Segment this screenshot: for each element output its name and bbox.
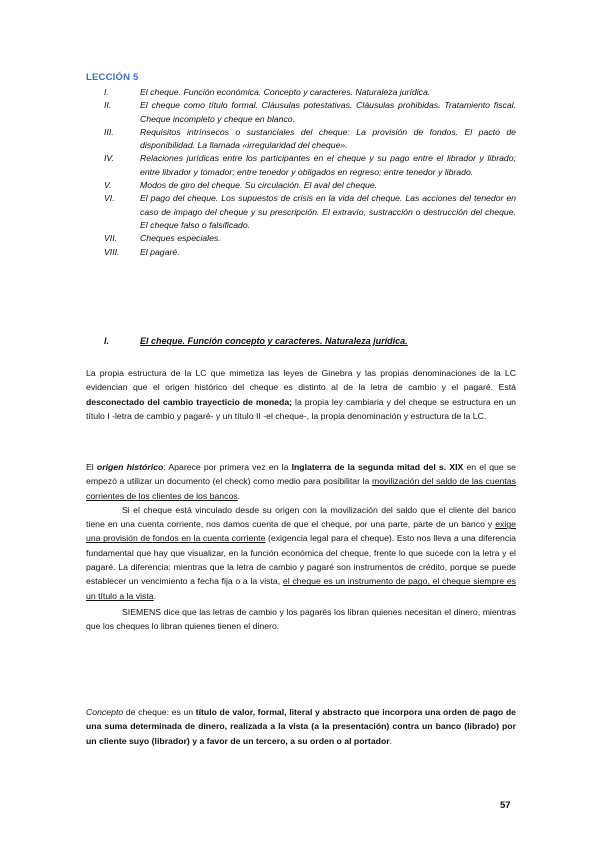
toc-item <box>86 179 516 192</box>
toc-item <box>86 126 516 153</box>
toc-number: II. <box>104 100 112 111</box>
toc-number: I. <box>104 87 109 97</box>
text-run: Si el cheque está vinculado desde su origen con la movilización del saldo que el cliente del banco tiene en una cuenta corriente, nos damos cuenta de que el cheque, por una parte, parte de un banco y <box>86 504 516 530</box>
text-run-bold-italic: origen histórico <box>96 462 164 472</box>
text-run-bold: desconectado del cambio trayecticio de moneda; <box>86 396 293 407</box>
text-run-bold: título de valor, formal, literal y abstracto que incorpora una orden de pago de una suma determinada de dinero, realizada a la vista (a la presentación) contra un banco (librado) por un cliente suyo (librador) y a favor de un tercero, a su orden o al portador <box>86 707 516 746</box>
toc-text: El pagaré. <box>140 246 180 257</box>
toc-number: VI. <box>104 193 115 204</box>
section-title: El cheque. Función concepto y caracteres. Naturaleza jurídica. <box>140 336 408 346</box>
text-run: SIEMENS dice que las letras de cambio y los pagarés los libran quienes necesitan el dinero, mientras que los cheques lo libran quienes tienen el dinero. <box>86 606 516 632</box>
text-run-bold: Inglaterra de la segunda mitad del s. XIX <box>291 462 464 472</box>
toc-item <box>86 99 516 126</box>
section-number: I. <box>104 336 110 346</box>
text-run: La propia estructura de la LC que mimetiza las leyes de Ginebra y las propias denominaciones de la LC evidencian que el origen histórico del cheque es distinto al de la letra de cambio y el pagaré. Está <box>86 368 516 393</box>
text-run: El <box>86 462 97 472</box>
text-run: la propia ley cambiaria y del cheque se estructura en un título I -letra de cambio y pagaré- y un título II -el cheque-, la propia denominación y estructura de la LC. <box>86 396 516 421</box>
text-run-underlined: movilización del saldo de las cuentas corrientes de los clientes de los bancos <box>86 476 516 501</box>
toc-number: VIII. <box>104 246 120 257</box>
text-run: : Aparece por primera vez en la <box>163 462 292 472</box>
toc-number: VII. <box>104 233 118 244</box>
text-run: de cheque: es un <box>123 707 196 717</box>
toc-item <box>86 246 516 259</box>
toc-item <box>86 192 516 232</box>
text-run-underlined: el cheque es un instrumento de pago, el cheque siempre es un título a la vista <box>86 576 516 601</box>
toc-text: El pago del cheque. Los supuestos de crisis en la vida del cheque. Las acciones del tenedor en caso de impago del cheque y su prescripción. El extravío, sustracción o destrucción del cheque. El cheque falso o falsificado. <box>140 193 516 230</box>
toc-text: Cheques especiales. <box>140 233 221 244</box>
paragraph-origin <box>86 460 516 634</box>
text-run-italic: Concepto <box>86 707 124 717</box>
paragraph-concept <box>86 705 516 748</box>
text-run: . <box>389 735 393 746</box>
page-number: 57 <box>500 800 511 811</box>
text-run-underlined: exige una provisión de fondos en la cuenta corriente <box>86 519 516 544</box>
text-run: (exigencia legal para el cheque). Esto nos lleva a una diferencia fundamental que hay que visualizar, en la función económica del cheque, frente lo que sucede con la letra y el pagaré. La diferencia: mientras que la letra de cambio y pagaré son instrumentos de crédito, porque se puede establecer un vencimiento a fecha fija o a la vista, <box>86 533 516 587</box>
text-run: . <box>153 590 157 601</box>
paragraph-structure <box>86 366 516 423</box>
toc-text: Relaciones jurídicas entre los participantes en el cheque y su pago entre el librador y librado; entre librador y tomador; entre tenedor y obligados en regreso; entre tenedor y librado. <box>140 153 516 177</box>
toc-number: IV. <box>104 153 114 164</box>
toc-number: V. <box>104 180 112 191</box>
lesson-contents <box>86 86 516 259</box>
section-heading <box>104 336 408 346</box>
toc-item <box>86 152 516 179</box>
toc-text: El cheque. Función económica. Concepto y caracteres. Naturaleza jurídica. <box>140 87 431 97</box>
toc-text: Requisitos intrínsecos o sustanciales del cheque: La provisión de fondos. El pacto de disponibilidad. La llamada «irregularidad del cheque». <box>140 126 516 151</box>
lesson-title: LECCIÓN 5 <box>86 72 139 83</box>
toc-number: III. <box>104 126 114 137</box>
toc-text: El cheque como título formal. Cláusulas potestativas. Cláusulas prohibidas. Tratamiento fiscal. Cheque incompleto y cheque en blanco. <box>140 100 516 124</box>
toc-text: Modos de giro del cheque. Su circulación. El aval del cheque. <box>140 180 378 191</box>
text-run: . <box>237 490 241 501</box>
toc-item <box>86 86 516 99</box>
toc-item <box>86 232 516 245</box>
text-run: en el que se empezó a utilizar un documento (el check) como medio para posibilitar la <box>86 462 517 487</box>
